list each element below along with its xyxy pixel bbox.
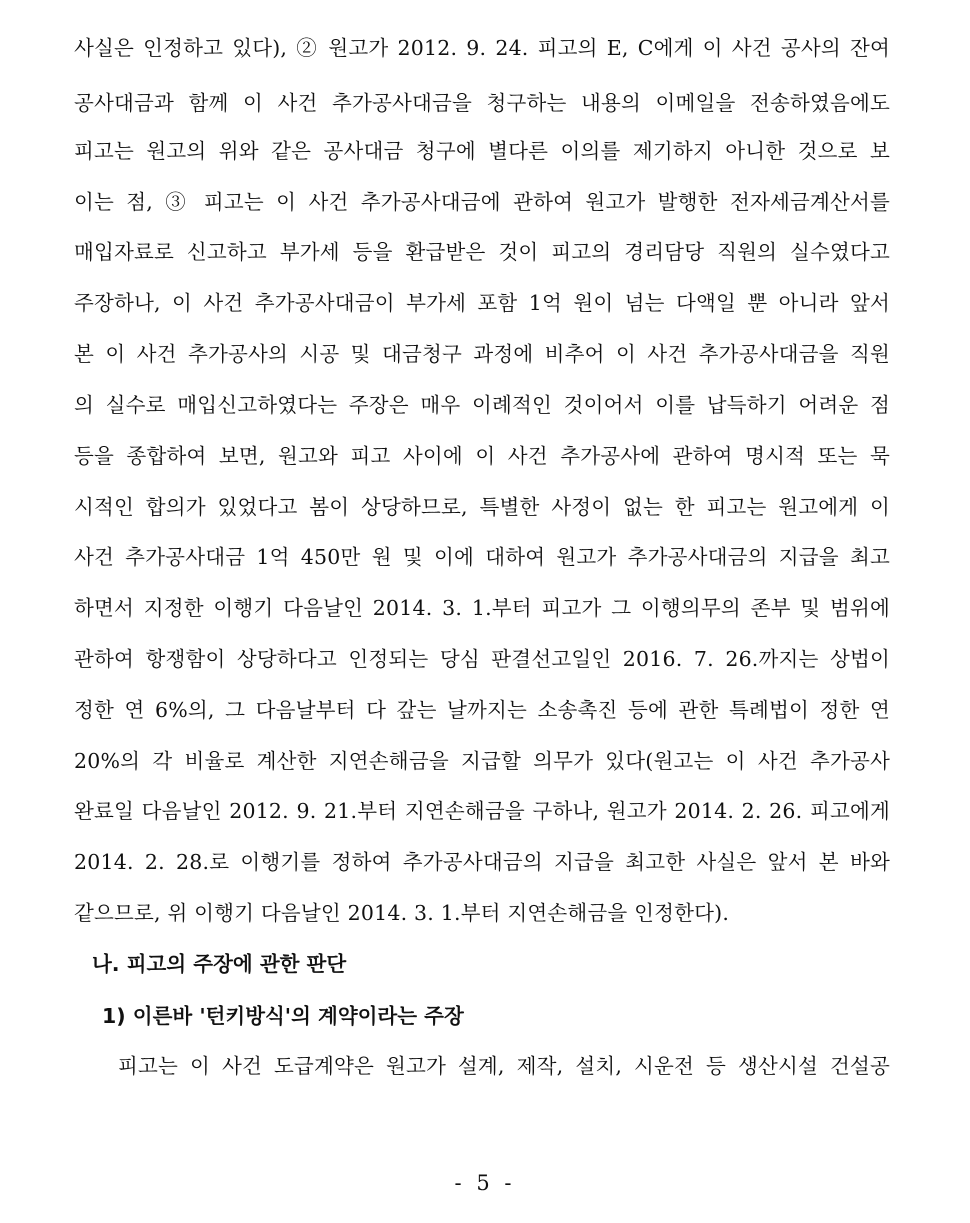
body-line-10: 시적인 합의가 있었다고 봄이 상당하므로, 특별한 사정이 없는 한 피고는 원고에게 이 xyxy=(74,495,890,519)
body-line-12: 하면서 지정한 이행기 다음날인 2014. 3. 1.부터 피고가 그 이행의무의 존부 및 범위에 xyxy=(74,596,890,620)
body-line-2: 공사대금과 함께 이 사건 추가공사대금을 청구하는 내용의 이메일을 전송하였음에도 xyxy=(74,91,890,115)
body-line-1: 사실은 인정하고 있다), ② 원고가 2012. 9. 24. 피고의 E, C에게 이 사건 공사의 잔여 xyxy=(74,36,890,60)
body-line-4: 이는 점, ③ 피고는 이 사건 추가공사대금에 관하여 원고가 발행한 전자세금계산서를 xyxy=(74,190,890,214)
body-line-6: 주장하나, 이 사건 추가공사대금이 부가세 포함 1억 원이 넘는 다액일 뿐 아니라 앞서 xyxy=(74,291,890,315)
body-line-7: 본 이 사건 추가공사의 시공 및 대금청구 과정에 비추어 이 사건 추가공사대금을 직원 xyxy=(74,342,890,366)
body-line-3: 피고는 원고의 위와 같은 공사대금 청구에 별다른 이의를 제기하지 아니한 것으로 보 xyxy=(74,139,890,163)
page-number: - 5 - xyxy=(454,1171,516,1195)
subsection-heading: 1) 이른바 '턴키방식'의 계약이라는 주장 xyxy=(102,1004,464,1028)
body-line-11: 사건 추가공사대금 1억 450만 원 및 이에 대하여 원고가 추가공사대금의 지급을 최고 xyxy=(74,545,890,569)
paragraph-start-line: 피고는 이 사건 도급계약은 원고가 설계, 제작, 설치, 시운전 등 생산시설 건설공 xyxy=(118,1054,890,1078)
body-line-13: 관하여 항쟁함이 상당하다고 인정되는 당심 판결선고일인 2016. 7. 26.까지는 상법이 xyxy=(74,647,890,671)
body-line-9: 등을 종합하여 보면, 원고와 피고 사이에 이 사건 추가공사에 관하여 명시적 또는 묵 xyxy=(74,444,890,468)
body-line-18: 같으므로, 위 이행기 다음날인 2014. 3. 1.부터 지연손해금을 인정한다). xyxy=(74,901,730,925)
body-line-14: 정한 연 6%의, 그 다음날부터 다 갚는 날까지는 소송촉진 등에 관한 특례법이 정한 연 xyxy=(74,698,890,722)
body-line-17: 2014. 2. 28.로 이행기를 정하여 추가공사대금의 지급을 최고한 사실은 앞서 본 바와 xyxy=(74,850,890,874)
body-line-5: 매입자료로 신고하고 부가세 등을 환급받은 것이 피고의 경리담당 직원의 실수였다고 xyxy=(74,240,890,264)
section-heading: 나. 피고의 주장에 관한 판단 xyxy=(92,952,347,976)
body-line-16: 완료일 다음날인 2012. 9. 21.부터 지연손해금을 구하나, 원고가 2014. 2. 26. 피고에게 xyxy=(74,799,890,823)
body-line-15: 20%의 각 비율로 계산한 지연손해금을 지급할 의무가 있다(원고는 이 사건 추가공사 xyxy=(74,749,890,773)
body-line-8: 의 실수로 매입신고하였다는 주장은 매우 이례적인 것이어서 이를 납득하기 어려운 점 xyxy=(74,393,890,417)
